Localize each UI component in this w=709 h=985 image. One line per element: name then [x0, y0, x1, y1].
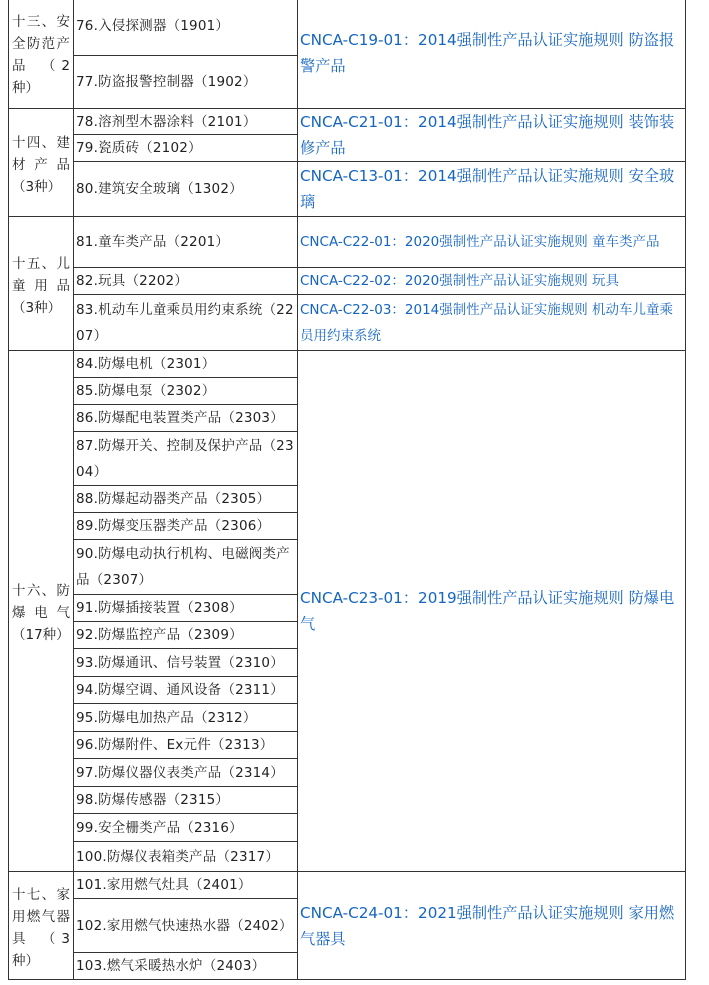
item-label: 92.防爆监控产品（2309） — [76, 627, 243, 643]
rule-link-text[interactable]: CNCA-C13-01：2014强制性产品认证实施规则 安全玻璃 — [300, 167, 675, 211]
item-row — [73, 676, 298, 704]
item-label: 85.防爆电泵（2302） — [76, 383, 216, 399]
item-label: 95.防爆电加热产品（2312） — [76, 709, 257, 726]
category-label: 十七、家用燃气器具 （3种） — [12, 886, 70, 969]
item-label: 99.安全栅类产品（2316） — [76, 819, 243, 836]
item-row — [73, 648, 298, 677]
item-row — [73, 294, 298, 351]
item-row — [73, 55, 298, 109]
item-label: 103.燃气采暖热水炉（2403） — [76, 958, 266, 974]
item-row — [73, 898, 298, 953]
rule-link-text[interactable]: CNCA-C22-02：2020强制性产品认证实施规则 玩具 — [300, 273, 620, 289]
rule-link-c13-01[interactable] — [297, 161, 686, 217]
item-label: 82.玩具（2202） — [76, 273, 189, 289]
item-label: 86.防爆配电装置类产品（2303） — [76, 410, 284, 426]
item-row — [73, 377, 298, 405]
item-label: 84.防爆电机（2301） — [76, 356, 216, 372]
item-row — [73, 0, 298, 56]
rule-link-c22-02[interactable] — [297, 267, 686, 295]
rule-link-c21-01[interactable] — [297, 108, 686, 162]
item-row — [73, 267, 298, 295]
item-row — [73, 871, 298, 899]
item-label: 97.防爆仪器仪表类产品（2314） — [76, 764, 284, 781]
item-row — [73, 134, 298, 162]
rule-link-text[interactable]: CNCA-C23-01：2019强制性产品认证实施规则 防爆电气 — [300, 589, 675, 633]
item-label: 91.防爆插接装置（2308） — [76, 600, 243, 616]
item-label: 96.防爆附件、Ex元件（2313） — [76, 737, 274, 753]
item-row — [73, 350, 298, 378]
item-label: 78.溶剂型木器涂料（2101） — [76, 113, 257, 130]
item-label: 81.童车类产品（2201） — [76, 234, 230, 250]
category-cell-building-materials — [8, 108, 74, 217]
item-row — [73, 216, 298, 268]
category-cell-children-products — [8, 216, 74, 351]
item-label: 101.家用燃气灶具（2401） — [76, 877, 252, 893]
category-cell-explosion-proof — [8, 350, 74, 872]
item-row — [73, 404, 298, 432]
category-cell-gas-appliances — [8, 871, 74, 980]
item-row — [73, 758, 298, 787]
item-row — [73, 952, 298, 980]
item-row — [73, 841, 298, 872]
category-label: 十三、安全防范产品 （2种） — [12, 13, 70, 96]
item-label: 80.建筑安全玻璃（1302） — [76, 181, 243, 197]
rule-link-text[interactable]: CNCA-C24-01：2021强制性产品认证实施规则 家用燃气器具 — [300, 903, 675, 948]
rule-link-c19-01[interactable] — [297, 0, 686, 109]
item-label: 98.防爆传感器（2315） — [76, 792, 230, 808]
item-row — [73, 594, 298, 622]
rule-link-text[interactable]: CNCA-C19-01：2014强制性产品认证实施规则 防盗报警产品 — [300, 30, 675, 75]
category-cell-security — [8, 0, 74, 109]
item-row — [73, 108, 298, 135]
item-row — [73, 431, 298, 486]
item-label: 100.防爆仪表箱类产品（2317） — [76, 848, 280, 865]
rule-link-text[interactable]: CNCA-C22-01：2020强制性产品认证实施规则 童车类产品 — [300, 234, 660, 250]
item-row — [73, 485, 298, 513]
item-label: 89.防爆变压器类产品（2306） — [76, 518, 271, 534]
item-row — [73, 512, 298, 540]
item-label: 87.防爆开关、控制及保护产品（2304） — [76, 437, 294, 480]
rule-link-text[interactable]: CNCA-C22-03：2014强制性产品认证实施规则 机动车儿童乘员用约束系统 — [300, 301, 674, 344]
item-label: 79.瓷质砖（2102） — [76, 140, 202, 156]
item-row — [73, 621, 298, 649]
item-label: 93.防爆通讯、信号装置（2310） — [76, 654, 284, 671]
item-row — [73, 731, 298, 759]
item-label: 88.防爆起动器类产品（2305） — [76, 491, 271, 507]
item-label: 90.防爆电动执行机构、电磁阀类产品（2307） — [76, 546, 290, 588]
item-label: 76.入侵探测器（1901） — [76, 18, 230, 34]
rule-link-text[interactable]: CNCA-C21-01：2014强制性产品认证实施规则 装饰装修产品 — [300, 113, 675, 157]
item-label: 102.家用燃气快速热水器（2402） — [76, 917, 293, 934]
certification-table — [8, 0, 686, 980]
item-row — [73, 813, 298, 842]
item-row — [73, 539, 298, 595]
category-label: 十六、防爆电气 （17种） — [12, 583, 70, 643]
item-row — [73, 703, 298, 732]
category-label: 十五、儿童用品 （3种） — [12, 255, 70, 316]
item-label: 83.机动车儿童乘员用约束系统（2207） — [76, 301, 294, 344]
rule-link-c22-03[interactable] — [297, 294, 686, 351]
item-label: 77.防盗报警控制器（1902） — [76, 74, 257, 90]
rule-link-c22-01[interactable] — [297, 216, 686, 268]
rule-link-c23-01[interactable] — [297, 350, 686, 872]
category-label: 十四、建材产品 （3种） — [12, 134, 70, 195]
item-row — [73, 786, 298, 814]
item-label: 94.防爆空调、通风设备（2311） — [76, 682, 284, 698]
item-row — [73, 161, 298, 217]
rule-link-c24-01[interactable] — [297, 871, 686, 980]
